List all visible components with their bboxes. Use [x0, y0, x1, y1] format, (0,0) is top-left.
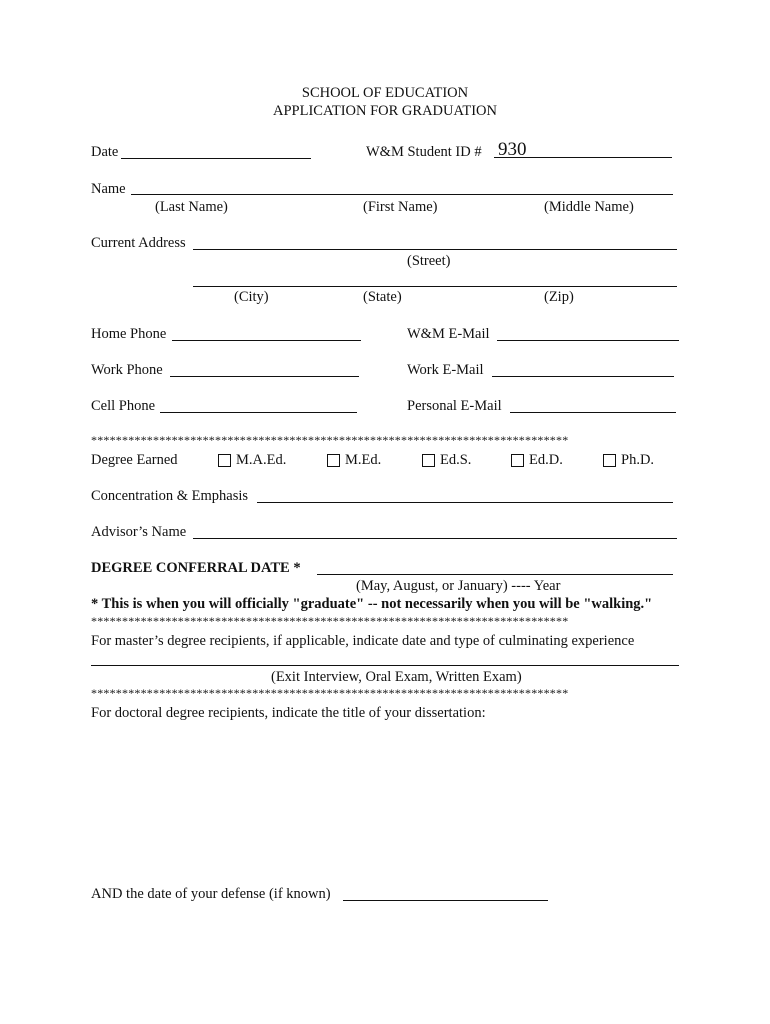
- advisor-label: Advisor’s Name: [91, 524, 187, 540]
- m-ed-checkbox[interactable]: [327, 454, 340, 467]
- wm-email-field[interactable]: [497, 325, 679, 341]
- work-email-field[interactable]: [492, 361, 674, 377]
- concentration-label: Concentration & Emphasis: [91, 488, 249, 504]
- defense-date-field[interactable]: [343, 885, 548, 901]
- conferral-note: * This is when you will officially "graduate" -- not necessarily when you will be "walking.": [91, 596, 653, 612]
- separator-3: *****************************************************************************: [91, 687, 569, 699]
- work-phone-label: Work Phone: [91, 362, 163, 378]
- first-name-caption: (First Name): [363, 199, 438, 215]
- masters-instruction: For master’s degree recipients, if applicable, indicate date and type of culminating experience: [91, 633, 635, 649]
- personal-email-label: Personal E-Mail: [407, 398, 502, 414]
- date-field[interactable]: [121, 143, 311, 159]
- zip-caption: (Zip): [544, 289, 574, 305]
- ed-d-label: Ed.D.: [529, 452, 563, 468]
- street-caption: (Street): [407, 253, 451, 269]
- ph-d-checkbox[interactable]: [603, 454, 616, 467]
- ed-d-checkbox[interactable]: [511, 454, 524, 467]
- advisor-field[interactable]: [193, 523, 677, 539]
- work-phone-field[interactable]: [170, 361, 359, 377]
- personal-email-field[interactable]: [510, 397, 676, 413]
- student-id-field[interactable]: [494, 157, 672, 158]
- m-ed-label: M.Ed.: [345, 452, 382, 468]
- home-phone-field[interactable]: [172, 325, 361, 341]
- form-title-line1: SCHOOL OF EDUCATION: [301, 85, 469, 101]
- name-field[interactable]: [131, 179, 673, 195]
- conferral-date-field[interactable]: [317, 559, 673, 575]
- conferral-date-hint: (May, August, or January) ---- Year: [356, 578, 561, 594]
- ed-s-label: Ed.S.: [440, 452, 472, 468]
- student-id-value: 930: [498, 139, 527, 160]
- student-id-label: W&M Student ID #: [366, 144, 482, 160]
- city-state-zip-field[interactable]: [193, 271, 677, 287]
- dissertation-title-field[interactable]: [91, 728, 683, 882]
- street-field[interactable]: [193, 234, 677, 250]
- cell-phone-field[interactable]: [160, 397, 357, 413]
- separator-1: *****************************************************************************: [91, 434, 569, 446]
- concentration-field[interactable]: [257, 487, 673, 503]
- state-caption: (State): [363, 289, 402, 305]
- defense-date-label: AND the date of your defense (if known): [91, 886, 331, 902]
- separator-2: *****************************************************************************: [91, 615, 569, 627]
- city-caption: (City): [234, 289, 269, 305]
- doctoral-instruction: For doctoral degree recipients, indicate the title of your dissertation:: [91, 705, 486, 721]
- address-label: Current Address: [91, 235, 186, 251]
- home-phone-label: Home Phone: [91, 326, 167, 342]
- ma-ed-label: M.A.Ed.: [236, 452, 287, 468]
- ma-ed-checkbox[interactable]: [218, 454, 231, 467]
- date-label: Date: [91, 144, 119, 160]
- masters-experience-field[interactable]: [91, 650, 679, 666]
- form-title-line2: APPLICATION FOR GRADUATION: [273, 103, 497, 119]
- cell-phone-label: Cell Phone: [91, 398, 156, 414]
- masters-hint: (Exit Interview, Oral Exam, Written Exam): [271, 669, 522, 685]
- conferral-date-label: DEGREE CONFERRAL DATE *: [91, 560, 301, 576]
- middle-name-caption: (Middle Name): [544, 199, 634, 215]
- last-name-caption: (Last Name): [155, 199, 228, 215]
- wm-email-label: W&M E-Mail: [407, 326, 490, 342]
- ph-d-label: Ph.D.: [621, 452, 655, 468]
- ed-s-checkbox[interactable]: [422, 454, 435, 467]
- name-label: Name: [91, 181, 126, 197]
- degree-earned-label: Degree Earned: [91, 452, 178, 468]
- work-email-label: Work E-Mail: [407, 362, 484, 378]
